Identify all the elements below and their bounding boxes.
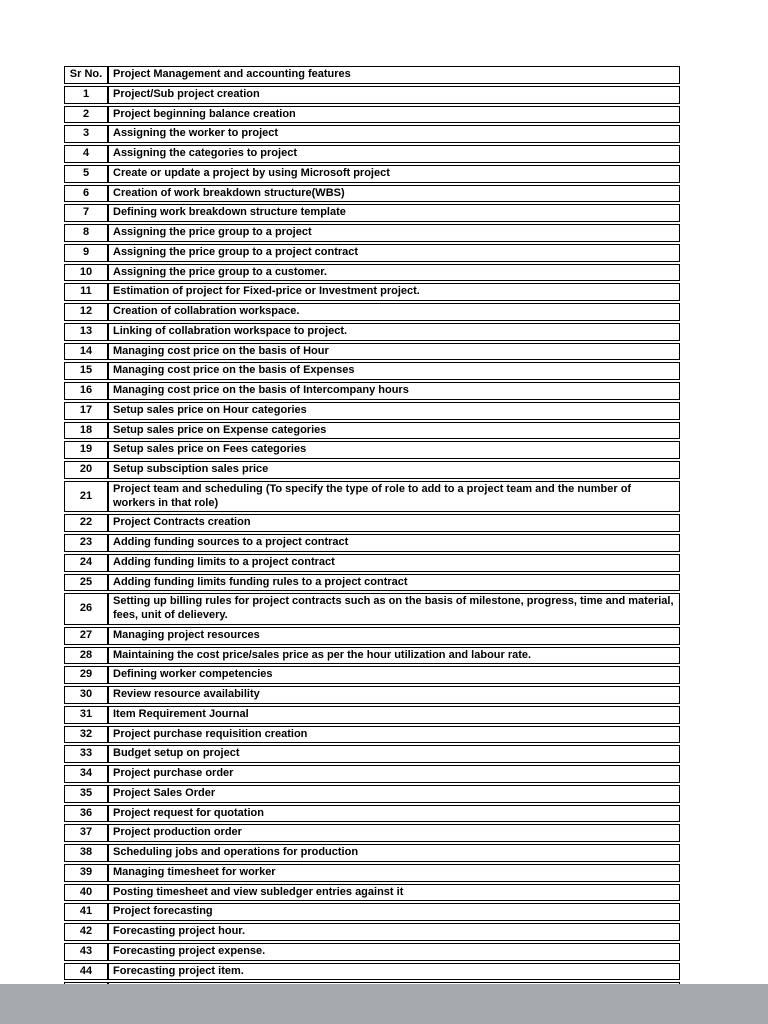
table-row — [64, 303, 680, 321]
feature-cell: Forecasting project expense. — [108, 943, 680, 961]
table-row — [64, 362, 680, 380]
sr-no-cell: 27 — [64, 627, 108, 645]
feature-cell: Create or update a project by using Microsoft project — [108, 165, 680, 183]
sr-no-cell: 28 — [64, 647, 108, 665]
feature-cell: Scheduling jobs and operations for production — [108, 844, 680, 862]
table-row — [64, 805, 680, 823]
table-row — [64, 145, 680, 163]
sr-no-cell: 29 — [64, 666, 108, 684]
sr-no-cell: 3 — [64, 125, 108, 143]
table-row — [64, 824, 680, 842]
table-body — [64, 86, 680, 1000]
table-row — [64, 864, 680, 882]
feature-cell: Assigning the worker to project — [108, 125, 680, 143]
sr-no-cell: 15 — [64, 362, 108, 380]
table-row — [64, 441, 680, 459]
sr-no-cell: 44 — [64, 963, 108, 981]
feature-cell: Setup subsciption sales price — [108, 461, 680, 479]
table-row — [64, 204, 680, 222]
feature-cell: Forecasting project hour. — [108, 923, 680, 941]
feature-cell: Item Requirement Journal — [108, 706, 680, 724]
table-row — [64, 343, 680, 361]
sr-no-cell: 20 — [64, 461, 108, 479]
feature-cell: Posting timesheet and view subledger entries against it — [108, 884, 680, 902]
feature-cell: Adding funding limits to a project contract — [108, 554, 680, 572]
sr-no-cell: 33 — [64, 745, 108, 763]
table-row — [64, 844, 680, 862]
sr-no-cell: 42 — [64, 923, 108, 941]
sr-no-cell: 4 — [64, 145, 108, 163]
sr-no-cell: 25 — [64, 574, 108, 592]
table-row — [64, 943, 680, 961]
feature-cell: Project request for quotation — [108, 805, 680, 823]
sr-no-cell: 26 — [64, 593, 108, 625]
feature-cell: Budget setup on project — [108, 745, 680, 763]
feature-cell: Project beginning balance creation — [108, 106, 680, 124]
table-row — [64, 593, 680, 625]
table-row — [64, 264, 680, 282]
viewer-background — [0, 984, 768, 1024]
feature-cell: Setup sales price on Hour categories — [108, 402, 680, 420]
table-row — [64, 765, 680, 783]
sr-no-cell: 43 — [64, 943, 108, 961]
sr-no-cell: 8 — [64, 224, 108, 242]
sr-no-cell: 24 — [64, 554, 108, 572]
table-row — [64, 785, 680, 803]
table-row — [64, 554, 680, 572]
feature-cell: Maintaining the cost price/sales price as per the hour utilization and labour rate. — [108, 647, 680, 665]
feature-cell: Assigning the categories to project — [108, 145, 680, 163]
feature-cell: Review resource availability — [108, 686, 680, 704]
feature-cell: Project forecasting — [108, 903, 680, 921]
sr-no-cell: 34 — [64, 765, 108, 783]
table-row — [64, 461, 680, 479]
sr-no-cell: 1 — [64, 86, 108, 104]
feature-cell: Managing cost price on the basis of Intercompany hours — [108, 382, 680, 400]
feature-cell: Managing timesheet for worker — [108, 864, 680, 882]
table-row — [64, 963, 680, 981]
feature-cell: Project purchase requisition creation — [108, 726, 680, 744]
sr-no-cell: 18 — [64, 422, 108, 440]
feature-cell: Assigning the price group to a customer. — [108, 264, 680, 282]
sr-no-cell: 17 — [64, 402, 108, 420]
sr-no-cell: 35 — [64, 785, 108, 803]
table-row — [64, 627, 680, 645]
feature-cell: Assigning the price group to a project contract — [108, 244, 680, 262]
table-row — [64, 244, 680, 262]
table-row — [64, 422, 680, 440]
sr-no-cell: 23 — [64, 534, 108, 552]
table-row — [64, 903, 680, 921]
feature-cell: Project Sales Order — [108, 785, 680, 803]
feature-cell: Assigning the price group to a project — [108, 224, 680, 242]
feature-cell: Setting up billing rules for project contracts such as on the basis of milestone, progress, time and material, fees, unit of delievery. — [108, 593, 680, 625]
table-row — [64, 745, 680, 763]
sr-no-cell: 7 — [64, 204, 108, 222]
sr-no-cell: 19 — [64, 441, 108, 459]
sr-no-cell: 37 — [64, 824, 108, 842]
sr-no-cell: 6 — [64, 185, 108, 203]
table-row — [64, 706, 680, 724]
sr-no-cell: 38 — [64, 844, 108, 862]
table-row — [64, 666, 680, 684]
sr-no-cell: 36 — [64, 805, 108, 823]
table-row — [64, 481, 680, 513]
sr-no-cell: 22 — [64, 514, 108, 532]
table-row — [64, 402, 680, 420]
sr-no-cell: 14 — [64, 343, 108, 361]
sr-no-cell: 32 — [64, 726, 108, 744]
header-sr-no: Sr No. — [64, 66, 108, 84]
feature-cell: Project Contracts creation — [108, 514, 680, 532]
table-row — [64, 647, 680, 665]
sr-no-cell: 21 — [64, 481, 108, 513]
feature-cell: Setup sales price on Fees categories — [108, 441, 680, 459]
table-row — [64, 185, 680, 203]
sr-no-cell: 30 — [64, 686, 108, 704]
feature-cell: Project team and scheduling (To specify the type of role to add to a project team and the number of workers in that role) — [108, 481, 680, 513]
feature-cell: Adding funding limits funding rules to a project contract — [108, 574, 680, 592]
feature-cell: Project production order — [108, 824, 680, 842]
feature-cell: Defining worker competencies — [108, 666, 680, 684]
sr-no-cell: 41 — [64, 903, 108, 921]
feature-cell: Adding funding sources to a project contract — [108, 534, 680, 552]
sr-no-cell: 31 — [64, 706, 108, 724]
sr-no-cell: 10 — [64, 264, 108, 282]
table-row — [64, 884, 680, 902]
sr-no-cell: 13 — [64, 323, 108, 341]
sr-no-cell: 12 — [64, 303, 108, 321]
sr-no-cell: 11 — [64, 283, 108, 301]
feature-cell: Project/Sub project creation — [108, 86, 680, 104]
sr-no-cell: 16 — [64, 382, 108, 400]
feature-cell: Managing cost price on the basis of Expenses — [108, 362, 680, 380]
feature-cell: Linking of collabration workspace to project. — [108, 323, 680, 341]
table-row — [64, 923, 680, 941]
sr-no-cell: 9 — [64, 244, 108, 262]
table-header-row — [64, 66, 680, 84]
table-row — [64, 86, 680, 104]
table-row — [64, 686, 680, 704]
header-title: Project Management and accounting features — [108, 66, 680, 84]
feature-cell: Setup sales price on Expense categories — [108, 422, 680, 440]
feature-cell: Defining work breakdown structure template — [108, 204, 680, 222]
table-row — [64, 726, 680, 744]
sr-no-cell: 40 — [64, 884, 108, 902]
feature-cell: Managing project resources — [108, 627, 680, 645]
table-row — [64, 514, 680, 532]
table-row — [64, 106, 680, 124]
feature-cell: Creation of collabration workspace. — [108, 303, 680, 321]
feature-cell: Estimation of project for Fixed-price or Investment project. — [108, 283, 680, 301]
table-row — [64, 125, 680, 143]
feature-cell: Creation of work breakdown structure(WBS) — [108, 185, 680, 203]
table-row — [64, 574, 680, 592]
sr-no-cell: 39 — [64, 864, 108, 882]
sr-no-cell: 5 — [64, 165, 108, 183]
table-row — [64, 165, 680, 183]
table-row — [64, 382, 680, 400]
sr-no-cell: 2 — [64, 106, 108, 124]
table-row — [64, 283, 680, 301]
table-row — [64, 323, 680, 341]
table-row — [64, 534, 680, 552]
feature-cell: Project purchase order — [108, 765, 680, 783]
feature-cell: Forecasting project item. — [108, 963, 680, 981]
feature-cell: Managing cost price on the basis of Hour — [108, 343, 680, 361]
features-table — [64, 64, 680, 1002]
table-row — [64, 224, 680, 242]
